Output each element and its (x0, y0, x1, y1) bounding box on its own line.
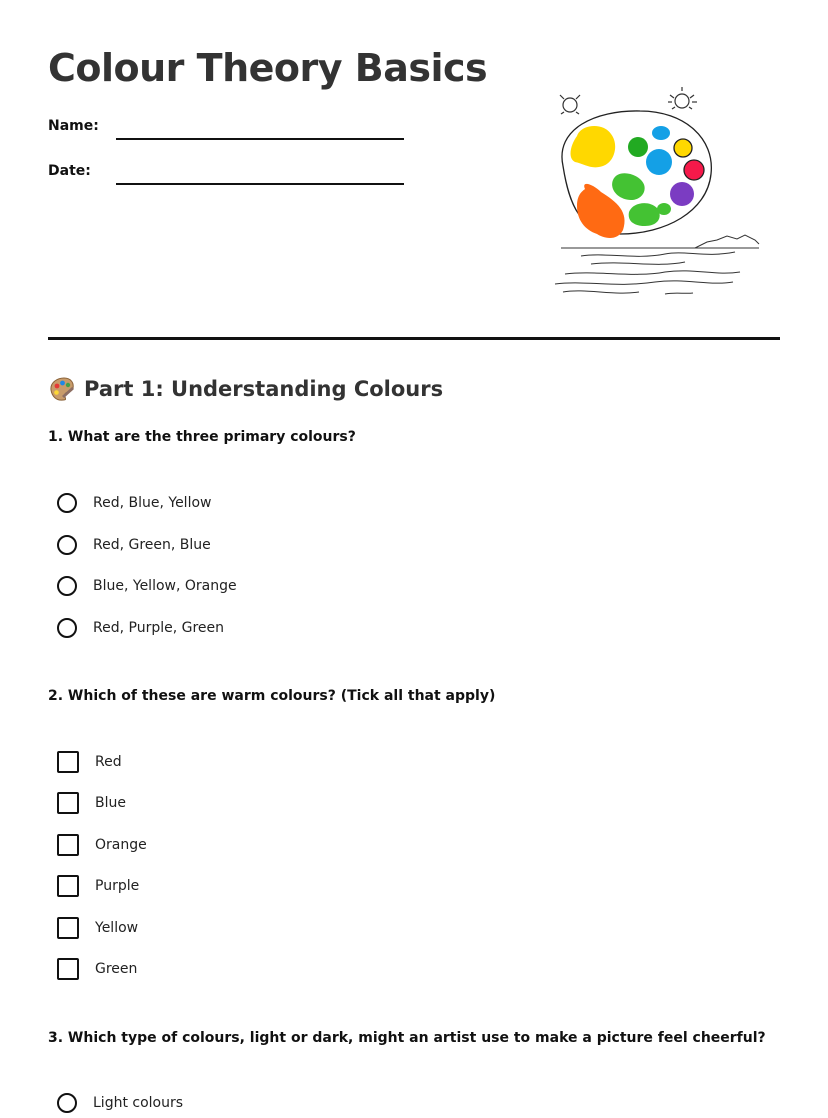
green-paint-dot (628, 137, 648, 157)
question-1-text: 1. What are the three primary colours? (48, 429, 356, 445)
option-label: Orange (95, 837, 147, 853)
checkbox[interactable] (57, 875, 79, 897)
option-label: Light colours (93, 1095, 184, 1111)
option-label: Red (95, 754, 122, 770)
radio-button[interactable] (57, 535, 77, 555)
q2-option-red[interactable] (57, 750, 122, 774)
water-lines (555, 235, 759, 294)
q2-option-green[interactable] (57, 957, 137, 981)
option-label: Red, Green, Blue (93, 537, 211, 553)
question-2-text: 2. Which of these are warm colours? (Tick all that apply) (48, 688, 496, 704)
q1-option-3[interactable] (57, 574, 237, 598)
q2-option-yellow[interactable] (57, 916, 138, 940)
option-label: Blue (95, 795, 126, 811)
q2-option-purple[interactable] (57, 874, 139, 898)
q1-option-2[interactable] (57, 533, 211, 557)
part-1-title: Part 1: Understanding Colours (84, 377, 444, 401)
option-label: Green (95, 961, 138, 977)
checkbox[interactable] (57, 834, 79, 856)
q1-option-4[interactable] (57, 616, 224, 640)
date-label: Date: (48, 163, 91, 179)
lime-paint-blob (629, 203, 660, 226)
option-label: Red, Blue, Yellow (93, 495, 212, 511)
blue-paint-dot (646, 149, 672, 175)
option-label: Yellow (95, 920, 139, 936)
lime-paint-dot (657, 203, 671, 215)
radio-button[interactable] (57, 1093, 77, 1113)
part-1-heading (48, 375, 443, 403)
small-blue-paint-dot (652, 126, 670, 140)
radio-button[interactable] (57, 493, 77, 513)
radio-button[interactable] (57, 576, 77, 596)
q1-option-1[interactable] (57, 491, 211, 515)
question-3-text: 3. Which type of colours, light or dark, might an artist use to make a picture feel cheerful? (48, 1030, 766, 1046)
checkbox[interactable] (57, 958, 79, 980)
yellow-paint-dot (674, 139, 692, 157)
red-paint-dot (684, 160, 704, 180)
name-label: Name: (48, 118, 99, 134)
paint-palette-illustration (545, 84, 765, 304)
checkbox[interactable] (57, 792, 79, 814)
yellow-paint-blob (571, 126, 616, 167)
option-label: Blue, Yellow, Orange (93, 578, 237, 594)
option-label: Purple (95, 878, 140, 894)
purple-paint-dot (670, 182, 694, 206)
sun-icon (560, 95, 580, 114)
section-divider (48, 337, 780, 340)
artist-palette-icon (48, 375, 76, 403)
radio-button[interactable] (57, 618, 77, 638)
name-input-line[interactable] (116, 138, 404, 140)
date-input-line[interactable] (116, 183, 404, 185)
lime-paint-blob (612, 173, 645, 200)
q2-option-orange[interactable] (57, 833, 147, 857)
page-title: Colour Theory Basics (48, 46, 488, 90)
checkbox[interactable] (57, 751, 79, 773)
q3-option-1[interactable] (57, 1091, 183, 1115)
option-label: Red, Purple, Green (93, 620, 225, 636)
sun-icon (668, 87, 697, 109)
q2-option-blue[interactable] (57, 791, 126, 815)
checkbox[interactable] (57, 917, 79, 939)
